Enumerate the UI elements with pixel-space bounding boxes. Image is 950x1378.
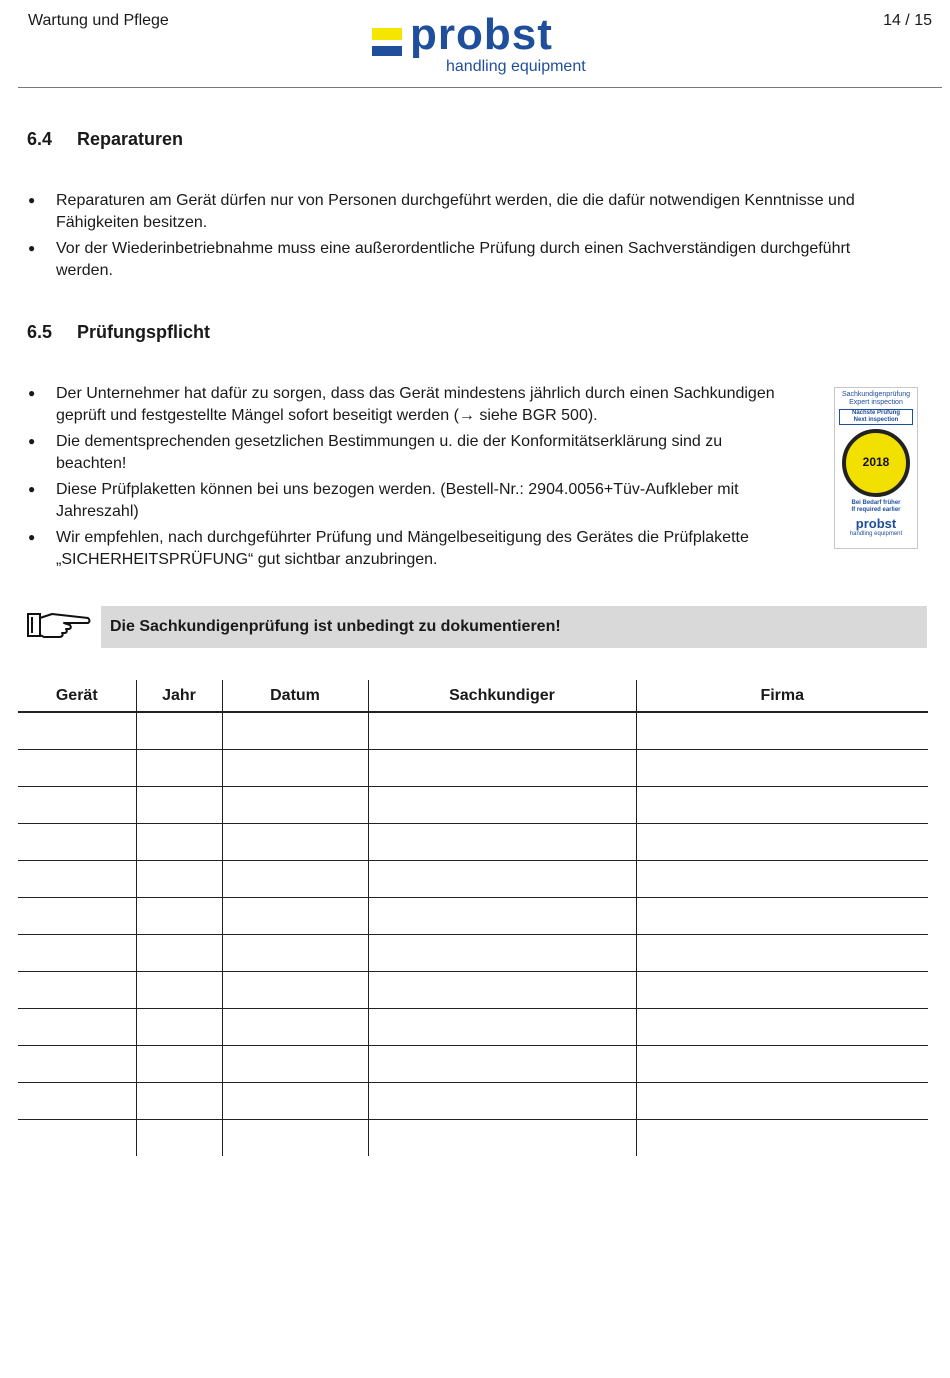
column-header-firma: Firma (636, 680, 928, 712)
list-item: ● Diese Prüfplaketten können bei uns bezogen werden. (Bestell-Nr.: 2904.0056+Tüv-Aufkleber mit Jahreszahl) (28, 479, 818, 522)
table-cell (636, 787, 928, 824)
table-cell (222, 824, 368, 861)
inspection-sticker-image (834, 387, 918, 549)
table-header-row (18, 680, 928, 712)
table-row (18, 1083, 928, 1120)
table-cell (636, 972, 928, 1009)
table-cell (18, 1046, 136, 1083)
logo-yellow-bar (372, 28, 402, 40)
table-body (18, 712, 928, 1156)
table-cell (368, 750, 636, 787)
pointing-hand-icon (26, 608, 92, 644)
table-cell (636, 1120, 928, 1157)
table-cell (18, 972, 136, 1009)
table-cell (222, 1120, 368, 1157)
table-cell (136, 861, 222, 898)
repair-bullet-list (28, 190, 908, 286)
table-cell (136, 787, 222, 824)
table-cell (636, 1083, 928, 1120)
table-cell (18, 1120, 136, 1157)
table-row (18, 898, 928, 935)
table-row (18, 972, 928, 1009)
table-cell (222, 1083, 368, 1120)
table-cell (136, 935, 222, 972)
table-cell (636, 935, 928, 972)
note-text: Die Sachkundigenprüfung ist unbedingt zu dokumentieren! (110, 618, 561, 635)
table-cell (368, 1120, 636, 1157)
logo-word: probst (410, 10, 553, 59)
table-cell (18, 1009, 136, 1046)
list-item: ● Reparaturen am Gerät dürfen nur von Personen durchgeführt werden, die die dafür notwendigen Kenntnisse und Fähigkeiten besitzen. (28, 190, 908, 233)
column-header-sachkundiger: Sachkundiger (368, 680, 636, 712)
list-item: ● Wir empfehlen, nach durchgeführter Prüfung und Mängelbeseitigung des Gerätes die Prüfplakette „SICHERHEITSPRÜFUNG“ gut sichtbar anzubringen. (28, 527, 818, 570)
table-cell (368, 935, 636, 972)
sticker-brand-sub: handling equipment (849, 531, 903, 537)
table-cell (222, 898, 368, 935)
table-cell (136, 1120, 222, 1157)
sticker-next-inspection: Nächste Prüfung Next inspection (839, 409, 913, 425)
table-cell (136, 712, 222, 750)
table-row (18, 1009, 928, 1046)
table-cell (222, 972, 368, 1009)
table-row (18, 935, 928, 972)
table-cell (18, 824, 136, 861)
table-cell (368, 824, 636, 861)
table-cell (136, 750, 222, 787)
table-cell (222, 1009, 368, 1046)
table-cell (636, 1009, 928, 1046)
table-cell (368, 898, 636, 935)
table-cell (18, 750, 136, 787)
column-header-geraet: Gerät (18, 680, 136, 712)
inspection-bullet-list (28, 383, 818, 575)
header-section-title: Wartung und Pflege (28, 12, 169, 29)
section-title: Reparaturen (77, 129, 184, 149)
table-cell (368, 1083, 636, 1120)
table-cell (368, 861, 636, 898)
table-row (18, 750, 928, 787)
table-cell (636, 712, 928, 750)
section-title: Prüfungspflicht (77, 322, 210, 342)
table-cell (136, 898, 222, 935)
list-item: ● Die dementsprechenden gesetzlichen Bestimmungen u. die der Konformitätserklärung sind zu beachten! (28, 431, 818, 474)
table-cell (18, 787, 136, 824)
sticker-note: Bei Bedarf früher If required earlier (851, 500, 901, 513)
inspection-log-table (18, 680, 928, 1156)
table-cell (222, 1046, 368, 1083)
table-cell (636, 750, 928, 787)
table-cell (136, 1009, 222, 1046)
table-row (18, 1120, 928, 1157)
documentation-note-banner (101, 606, 927, 648)
table-cell (368, 787, 636, 824)
table-cell (368, 1009, 636, 1046)
section-heading-6-5 (27, 322, 210, 343)
table-row (18, 712, 928, 750)
section-heading-6-4 (27, 129, 183, 150)
table-cell (222, 750, 368, 787)
table-cell (636, 824, 928, 861)
inspection-year-disc (842, 429, 910, 497)
table-cell (18, 1083, 136, 1120)
table-cell (222, 712, 368, 750)
list-item: ● Der Unternehmer hat dafür zu sorgen, dass das Gerät mindestens jährlich durch einen Sachkundigen geprüft und festgestellte Mängel sofort beseitigt werden (→ siehe BGR 500). (28, 383, 818, 426)
table-cell (636, 861, 928, 898)
sticker-year: 2018 (862, 455, 890, 469)
table-cell (18, 898, 136, 935)
table-cell (368, 1046, 636, 1083)
table-cell (18, 861, 136, 898)
column-header-datum: Datum (222, 680, 368, 712)
table-cell (136, 972, 222, 1009)
table-cell (222, 787, 368, 824)
list-item: ● Vor der Wiederinbetriebnahme muss eine außerordentliche Prüfung durch einen Sachverständigen durchgeführt werden. (28, 238, 908, 281)
sticker-title: Sachkundigenprüfung Expert inspection (841, 391, 911, 406)
section-number: 6.5 (27, 322, 53, 342)
table-cell (222, 935, 368, 972)
table-cell (636, 1046, 928, 1083)
probst-logo (372, 10, 602, 80)
column-header-jahr: Jahr (136, 680, 222, 712)
header-divider (18, 87, 942, 88)
table-cell (136, 1046, 222, 1083)
table-cell (636, 898, 928, 935)
table-row (18, 861, 928, 898)
table-cell (136, 824, 222, 861)
sticker-brand: probst (855, 516, 897, 531)
logo-blue-bar (372, 46, 402, 56)
table-cell (18, 935, 136, 972)
table-cell (222, 861, 368, 898)
section-number: 6.4 (27, 129, 53, 149)
table-row (18, 824, 928, 861)
table-cell (368, 972, 636, 1009)
table-row (18, 787, 928, 824)
table-cell (136, 1083, 222, 1120)
table-row (18, 1046, 928, 1083)
table-cell (18, 712, 136, 750)
table-cell (368, 712, 636, 750)
logo-subtitle: handling equipment (446, 58, 586, 75)
page-number: 14 / 15 (883, 12, 932, 29)
